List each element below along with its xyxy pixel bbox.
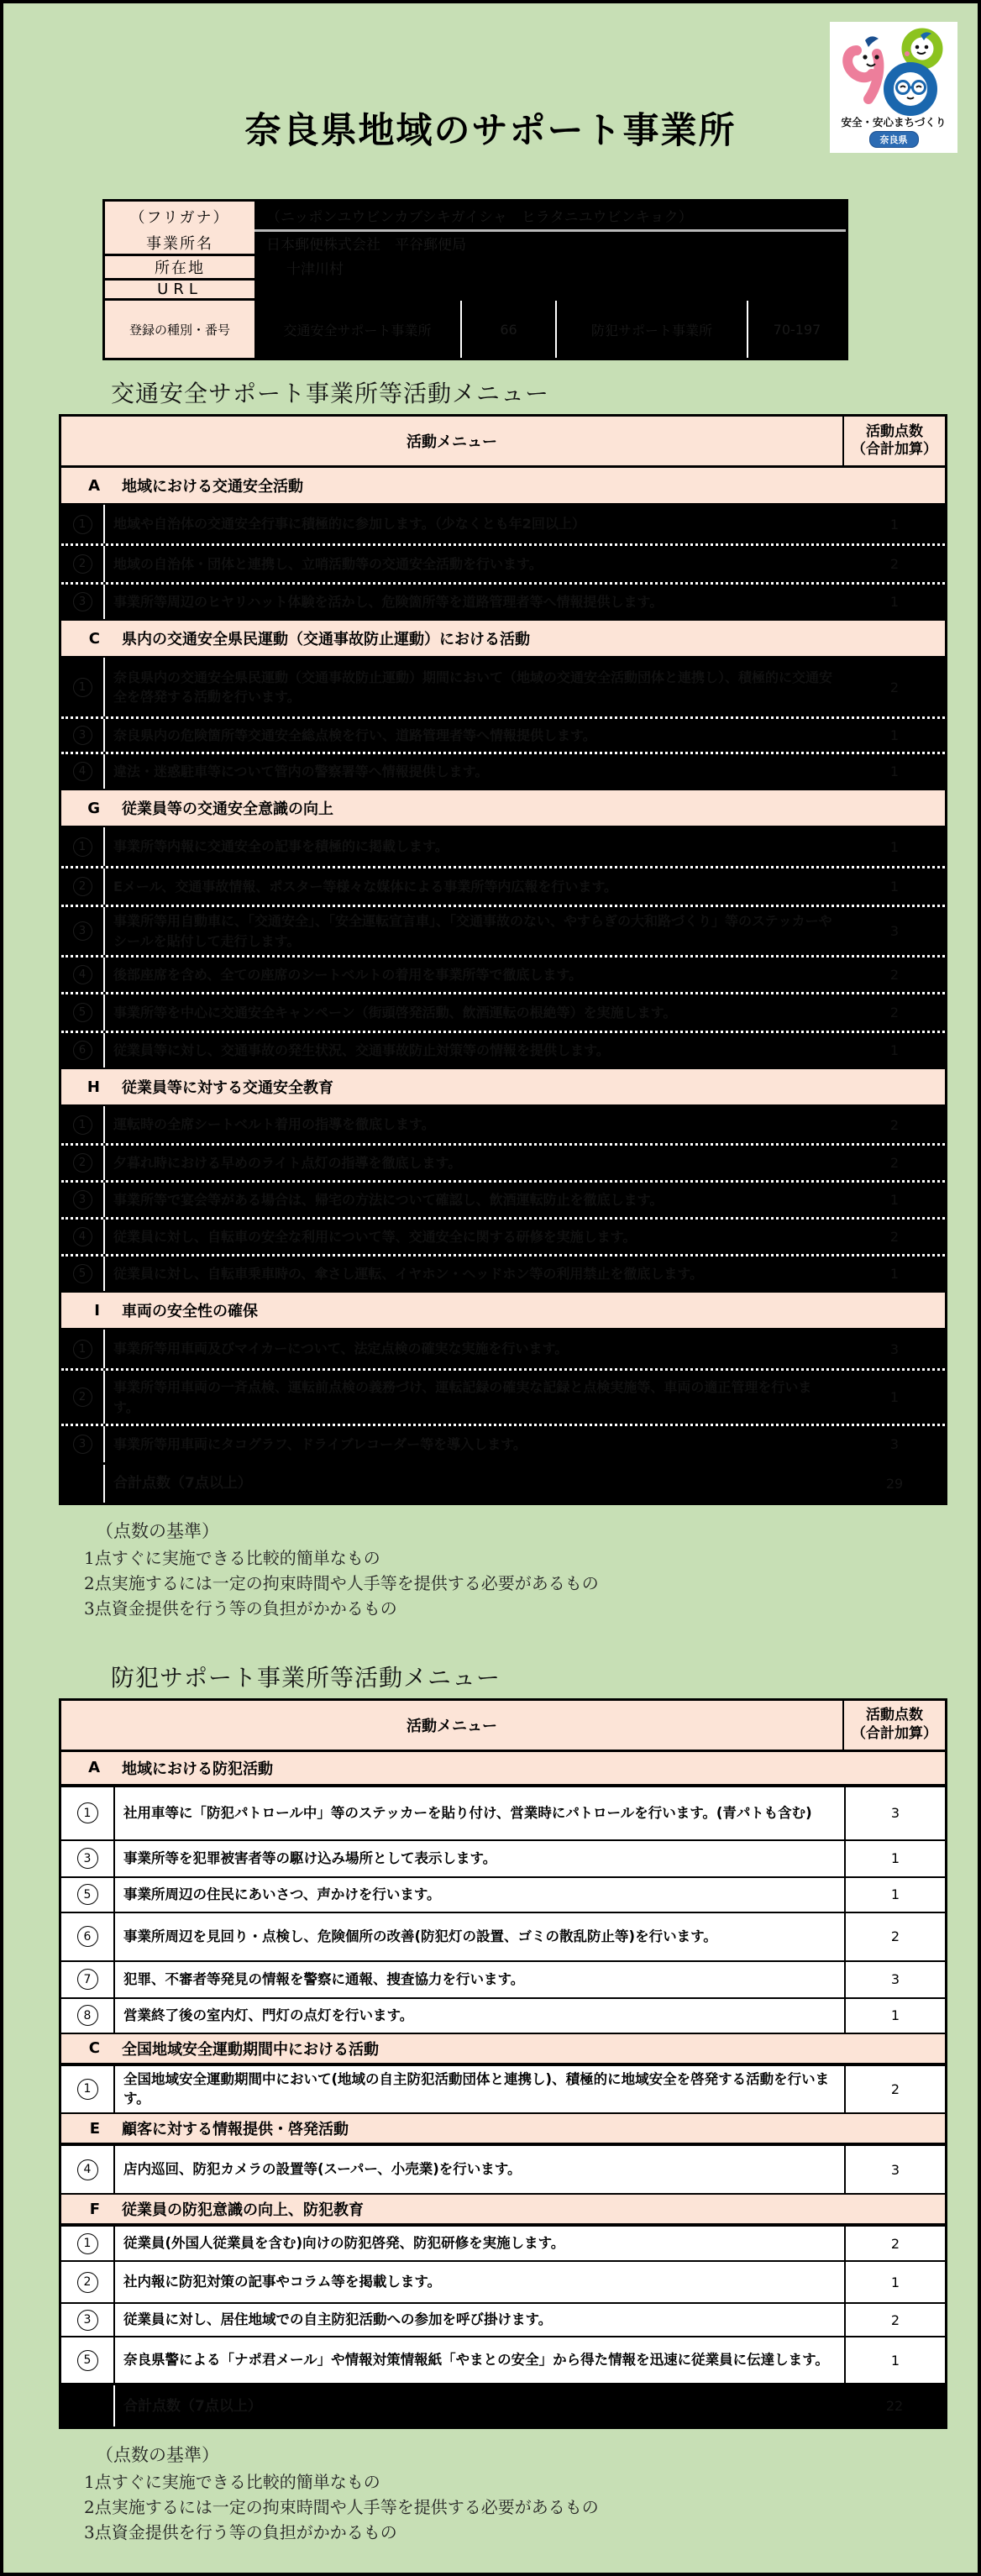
url-label: URL: [105, 281, 254, 301]
activity-text: 社用車等に「防犯パトロール中」等のステッカーを貼り付け、営業時にパトロールを行います。(青パトも含む): [123, 1804, 812, 1821]
section-header: [61, 468, 945, 505]
table-row: [61, 2225, 945, 2260]
row-number-cell: [61, 585, 105, 619]
row-number: 3: [73, 1190, 92, 1209]
row-number: 3: [73, 726, 92, 745]
row-number-cell: [61, 1106, 105, 1143]
activity-points: 1: [889, 594, 900, 610]
activity-points: 1: [889, 1192, 900, 1208]
legend-line: 1点すぐに実施できる比較的簡単なもの: [84, 2471, 380, 2492]
activity-points: 1: [889, 727, 900, 743]
table-body: [61, 1752, 945, 2427]
activity-points: 2: [844, 2304, 945, 2336]
activity-points: 1: [889, 838, 900, 855]
section-title: 県内の交通安全県民運動（交通事故防止運動）における活動: [122, 631, 530, 648]
row-number-cell: [61, 2227, 115, 2260]
column-header-menu: 活動メニュー: [407, 1717, 497, 1735]
table-row: [61, 2383, 945, 2426]
activity-points: 1: [844, 2262, 945, 2302]
activity-points: 1: [889, 516, 900, 533]
table-row: [61, 1106, 945, 1143]
table-row: [61, 1839, 945, 1876]
row-number: 1: [73, 515, 92, 534]
row-number: 4: [73, 762, 92, 781]
legend-line: 1点すぐに実施できる比較的簡単なもの: [84, 1547, 380, 1568]
row-number-cell: [61, 907, 105, 955]
row-number: 1: [77, 2079, 98, 2100]
activity-text: 違法・迷惑駐車等について管内の警察署等へ情報提供します。: [113, 763, 489, 779]
table-row: [61, 1786, 945, 1839]
table-row: [61, 1368, 945, 1424]
logo-prefecture-badge: 奈良県: [869, 131, 919, 148]
registration-number-traffic: 66: [462, 301, 557, 358]
activity-text: 合計点数（7点以上）: [123, 2397, 262, 2415]
registration-type-crime: 防犯サポート事業所: [557, 301, 748, 358]
row-number: 5: [77, 1884, 98, 1905]
activity-text: 従業員に対し、自転車乗車時の、傘さし運転、イヤホン・ヘッドホン等の利用禁止を徹底します。: [113, 1265, 704, 1282]
section-title: 地域における交通安全活動: [122, 478, 303, 496]
activity-points: 1: [889, 879, 900, 895]
row-number: 1: [77, 1802, 98, 1823]
office-info-table: [102, 199, 848, 360]
row-number: 3: [77, 2310, 98, 2331]
row-number-cell: [61, 546, 105, 582]
table-row: [61, 582, 945, 619]
section-id: A: [88, 1759, 100, 1776]
row-number-cell: [61, 1426, 105, 1462]
row-number-cell: [61, 2385, 115, 2426]
activity-text: 地域や自治体の交通安全行事に積極的に参加します。（少なくとも年2回以上）: [113, 516, 585, 533]
activity-points: 1: [889, 763, 900, 779]
table-row: [61, 1143, 945, 1180]
row-number: 2: [73, 877, 92, 896]
activity-text: 事業所等内報に交通安全の記事を積極的に掲載します。: [113, 838, 449, 855]
section-header: [61, 1752, 945, 1786]
table-header-row: [61, 417, 945, 468]
row-number-cell: [61, 505, 105, 543]
activity-points: 3: [889, 1436, 900, 1452]
row-number-cell: [61, 2304, 115, 2336]
table-row: [61, 2302, 945, 2336]
activity-text: 従業員に対し、居住地域での自主防犯活動への参加を呼び掛けます。: [123, 2311, 553, 2328]
furigana-label: （フリガナ）: [105, 202, 254, 232]
row-number-cell: [61, 2066, 115, 2113]
table-header-row: [61, 1701, 945, 1752]
address-label: 所在地: [105, 256, 254, 281]
section-header: [61, 619, 945, 658]
activity-text: 奈良県警による「ナポ君メール」や情報対策情報紙「やまとの安全」から得た情報を迅速に従業員に伝達します。: [123, 2352, 829, 2369]
activity-text: 事業所等用自動車に、「交通安全」、「安全運転宣言車」、「交通事故のない、やすらぎの大和路づくり」等のステッカーやシールを貼付して走行します。: [113, 913, 832, 949]
section-id: F: [89, 2200, 100, 2218]
section-header: [61, 2193, 945, 2225]
column-header-points: 活動点数 （合計加算）: [842, 417, 945, 465]
table-row: [61, 752, 945, 789]
row-number: 5: [77, 2350, 98, 2371]
row-number-cell: [61, 754, 105, 789]
registration-values: [254, 301, 846, 358]
section-title: 車両の安全性の確保: [122, 1303, 258, 1320]
activity-text: 営業終了後の室内灯、門灯の点灯を行います。: [123, 2007, 414, 2023]
office-name-value: 日本郵便株式会社 平谷郵便局: [254, 232, 846, 256]
activity-text: 奈良県内の交通安全県民運動（交通事故防止運動）期間において（地域の交通安全活動団体と連携し）、積極的に交通安全を啓発する活動を行います。: [113, 669, 833, 705]
activity-points: 3: [844, 1787, 945, 1839]
section-header: [61, 789, 945, 827]
activity-text: 事業所等を中心に交通安全キャンペーン（街頭啓発活動、飲酒運転の根絶等）を実施します。: [113, 1004, 677, 1020]
row-number: 6: [77, 1926, 98, 1947]
activity-text: 事業所周辺の住民にあいさつ、声かけを行います。: [123, 1886, 441, 1902]
row-number: 2: [73, 554, 92, 574]
legend-line: 2点実施するには一定の拘束時間や人手等を提供する必要があるもの: [84, 2496, 599, 2517]
row-number-cell: [61, 1146, 105, 1180]
column-header-menu: 活動メニュー: [407, 433, 497, 451]
traffic-table-title: 交通安全サポート事業所等活動メニュー: [111, 380, 550, 407]
table-row: [61, 716, 945, 752]
activity-points: 1: [889, 1042, 900, 1058]
activity-text: 地域の自治体・団体と連携し、立哨活動等の交通安全活動を行います。: [113, 555, 543, 572]
activity-points: 1: [889, 1266, 900, 1282]
crime-activity-table: [59, 1698, 947, 2430]
row-number-cell: [61, 1913, 115, 1960]
table-row: [61, 1462, 945, 1503]
table-row: [61, 2260, 945, 2302]
activity-text: 事業所等用車両の一斉点検、運転前点検の義務づけ、運転記録の確実な記録と点検実施等、車両の適正管理を行います。: [113, 1379, 812, 1415]
table-body: [61, 468, 945, 1503]
section-header: [61, 1068, 945, 1106]
activity-text: 従業員に対し、自転車の安全な利用について等、交通安全に関する研修を実施します。: [113, 1228, 637, 1245]
row-number-cell: [61, 719, 105, 752]
activity-points: 2: [889, 1229, 900, 1245]
section-title: 全国地域安全運動期間中における活動: [122, 2040, 379, 2059]
logo-caption: 安全・安心まちづくり: [841, 116, 947, 129]
activity-points: 1: [844, 1999, 945, 2033]
row-number: 5: [73, 1003, 92, 1022]
section-header: [61, 1291, 945, 1330]
activity-points: 1: [844, 1841, 945, 1876]
row-number-cell: [61, 1465, 105, 1503]
url-value: [254, 281, 846, 301]
row-number-cell: [61, 1257, 105, 1291]
activity-text: 後部座席を含め、全ての座席のシートベルトの着用を事業所等で徹底します。: [113, 966, 583, 983]
row-number: 1: [73, 678, 92, 697]
row-number: 2: [77, 2272, 98, 2293]
section-title: 地域における防犯活動: [122, 1760, 273, 1778]
table-row: [61, 992, 945, 1031]
activity-points: 2: [889, 679, 900, 695]
table-row: [61, 2064, 945, 2113]
row-number: 4: [77, 2159, 98, 2180]
section-title: 従業員等の交通安全意識の向上: [122, 800, 333, 818]
activity-text: 店内巡回、防犯カメラの設置等(スーパー、小売業)を行います。: [123, 2161, 522, 2178]
row-number-cell: [61, 1878, 115, 1912]
activity-text: 従業員(外国人従業員を含む)向けの防犯啓発、防犯研修を実施します。: [123, 2235, 565, 2252]
section-title: 従業員の防犯意識の向上、防犯教育: [122, 2201, 364, 2220]
row-number: 3: [77, 1848, 98, 1869]
activity-points: 3: [889, 1340, 900, 1357]
table-row: [61, 827, 945, 866]
row-number: 2: [73, 1153, 92, 1173]
row-number: 3: [73, 921, 92, 941]
row-number: 4: [73, 1227, 92, 1246]
activity-points: 2: [889, 556, 900, 572]
activity-text: 社内報に防犯対策の記事やコラム等を掲載します。: [123, 2274, 442, 2290]
row-number-cell: [61, 957, 105, 992]
row-number-cell: [61, 1841, 115, 1876]
row-number-cell: [61, 994, 105, 1031]
legend-title: （点数の基準）: [96, 2445, 219, 2466]
activity-text: 事業所等を犯罪被害者等の駆け込み場所として表示します。: [123, 1849, 497, 1866]
row-number-cell: [61, 1183, 105, 1217]
row-number-cell: [61, 1999, 115, 2033]
column-header-points: 活動点数 （合計加算）: [842, 1701, 945, 1750]
activity-text: 事業所周辺を見回り・点検し、危険個所の改善(防犯灯の設置、ゴミの散乱防止等)を行います。: [123, 1928, 717, 1944]
table-row: [61, 1424, 945, 1462]
row-number-cell: [61, 1033, 105, 1068]
registration-number-crime: 70-197: [773, 321, 821, 338]
row-number-cell: [61, 1371, 105, 1424]
row-number-cell: [61, 868, 105, 905]
table-row: [61, 1330, 945, 1368]
activity-text: 夕暮れ時における早めのライト点灯の指導を徹底します。: [113, 1154, 462, 1171]
row-number: 3: [73, 592, 92, 611]
section-id: G: [87, 799, 100, 817]
row-number: 4: [73, 965, 92, 984]
section-header: [61, 2112, 945, 2144]
table-row: [61, 1031, 945, 1068]
row-number: 1: [73, 1115, 92, 1135]
section-id: I: [94, 1301, 100, 1319]
table-row: [61, 1876, 945, 1912]
activity-text: 奈良県内の危険箇所等交通安全総点検を行い、道路管理者等へ情報提供します。: [113, 727, 596, 743]
row-number: 8: [77, 2005, 98, 2026]
activity-text: 合計点数（7点以上）: [113, 1475, 252, 1493]
activity-text: 事業所等用車両及びマイカーについて、法定点検の確実な実施を行います。: [113, 1340, 569, 1357]
activity-points: 2: [889, 1005, 900, 1020]
section-id: C: [88, 2039, 100, 2057]
row-number-cell: [61, 1787, 115, 1839]
activity-text: 事業所等で宴会等がある場合は、帰宅の方法について確認し、飲酒運転防止を徹底します。: [113, 1191, 664, 1208]
activity-points: 2: [889, 967, 900, 983]
table-row: [61, 1960, 945, 1997]
activity-text: 運転時の全席シートベルト着用の指導を徹底します。: [113, 1116, 435, 1133]
section-id: H: [87, 1078, 100, 1096]
activity-points: 1: [844, 2337, 945, 2383]
crime-table-title: 防犯サポート事業所等活動メニュー: [111, 1663, 501, 1692]
row-number-cell: [61, 827, 105, 866]
row-number: 1: [73, 1340, 92, 1359]
legend-line: 3点資金提供を行う等の負担がかかるもの: [84, 1598, 397, 1619]
activity-text: 従業員等に対し、交通事故の発生状況、交通事故防止対策等の情報を提供します。: [113, 1041, 610, 1058]
office-name-label: 事業所名: [105, 232, 254, 256]
activity-points: 1: [844, 1878, 945, 1912]
registration-type-traffic: 交通安全サポート事業所: [254, 301, 462, 358]
safety-town-logo: [830, 22, 957, 153]
activity-points: 2: [889, 1155, 900, 1171]
activity-points: 2: [844, 2066, 945, 2113]
table-row: [61, 866, 945, 905]
section-id: A: [88, 476, 100, 495]
activity-points: 3: [889, 923, 900, 939]
activity-points: 2: [889, 1116, 900, 1133]
table-row: [61, 955, 945, 992]
row-number-cell: [61, 2337, 115, 2383]
activity-points: 22: [885, 2398, 904, 2415]
table-row: [61, 1997, 945, 2033]
row-number: 2: [73, 1388, 92, 1407]
address-value: 十津川村: [254, 256, 846, 281]
table-row: [61, 658, 945, 716]
legend-title: （点数の基準）: [96, 1521, 219, 1541]
row-number: 7: [77, 1969, 98, 1990]
table-row: [61, 1254, 945, 1291]
page-title: 奈良県地域のサポート事業所: [244, 110, 737, 152]
row-number: 6: [73, 1041, 92, 1060]
table-row: [61, 905, 945, 955]
row-number-cell: [61, 658, 105, 716]
activity-text: 全国地域安全運動期間中において(地域の自主防犯活動団体と連携し)、積極的に地域安全を啓発する活動を行います。: [123, 2070, 830, 2107]
points-legend: [84, 1519, 978, 1621]
row-number-cell: [61, 1330, 105, 1368]
registration-label: 登録の種別・番号: [105, 301, 254, 358]
traffic-activity-table: [59, 414, 947, 1505]
section-header: [61, 2033, 945, 2064]
row-number: 5: [73, 1264, 92, 1283]
activity-points: 1: [889, 1389, 900, 1405]
section-title: 顧客に対する情報提供・啓発活動: [122, 2121, 349, 2139]
legend-line: 2点実施するには一定の拘束時間や人手等を提供する必要があるもの: [84, 1572, 599, 1593]
table-row: [61, 543, 945, 582]
row-number-cell: [61, 2146, 115, 2193]
activity-points: 3: [844, 1962, 945, 1997]
activity-text: 犯罪、不審者等発見の情報を警察に通報、捜査協力を行います。: [123, 1970, 525, 1987]
table-row: [61, 2336, 945, 2383]
table-row: [61, 1217, 945, 1254]
section-id: E: [89, 2119, 100, 2138]
section-title: 従業員等に対する交通安全教育: [122, 1079, 333, 1097]
table-row: [61, 2144, 945, 2193]
logo-characters-icon: [833, 25, 954, 119]
activity-points: 3: [844, 2146, 945, 2193]
activity-points: 2: [844, 1913, 945, 1960]
table-row: [61, 505, 945, 543]
row-number: 1: [77, 2233, 98, 2254]
row-number-cell: [61, 2262, 115, 2302]
section-id: C: [88, 629, 100, 648]
legend-line: 3点資金提供を行う等の負担がかかるもの: [84, 2521, 397, 2542]
row-number: 3: [73, 1435, 92, 1454]
activity-points: 29: [885, 1476, 904, 1492]
activity-points: 2: [844, 2227, 945, 2260]
activity-text: 事業所等用車両にタコグラフ、ドライブレコーダー等を導入します。: [113, 1435, 527, 1452]
row-number: 1: [73, 837, 92, 857]
activity-text: 事業所等周辺のヒヤリハット体験を活かし、危険箇所等を道路管理者等へ情報提供します。: [113, 593, 664, 610]
activity-text: Eメール、交通事故情報、ポスター等様々な媒体による事業所等内広報を行います。: [113, 878, 618, 895]
table-row: [61, 1180, 945, 1217]
row-number-cell: [61, 1220, 105, 1254]
points-legend: [84, 2442, 978, 2545]
table-row: [61, 1912, 945, 1960]
row-number-cell: [61, 1962, 115, 1997]
furigana-value: （ニッポンユウビンカブシキガイシャ ヒラタニユウビンキョク）: [254, 202, 846, 232]
